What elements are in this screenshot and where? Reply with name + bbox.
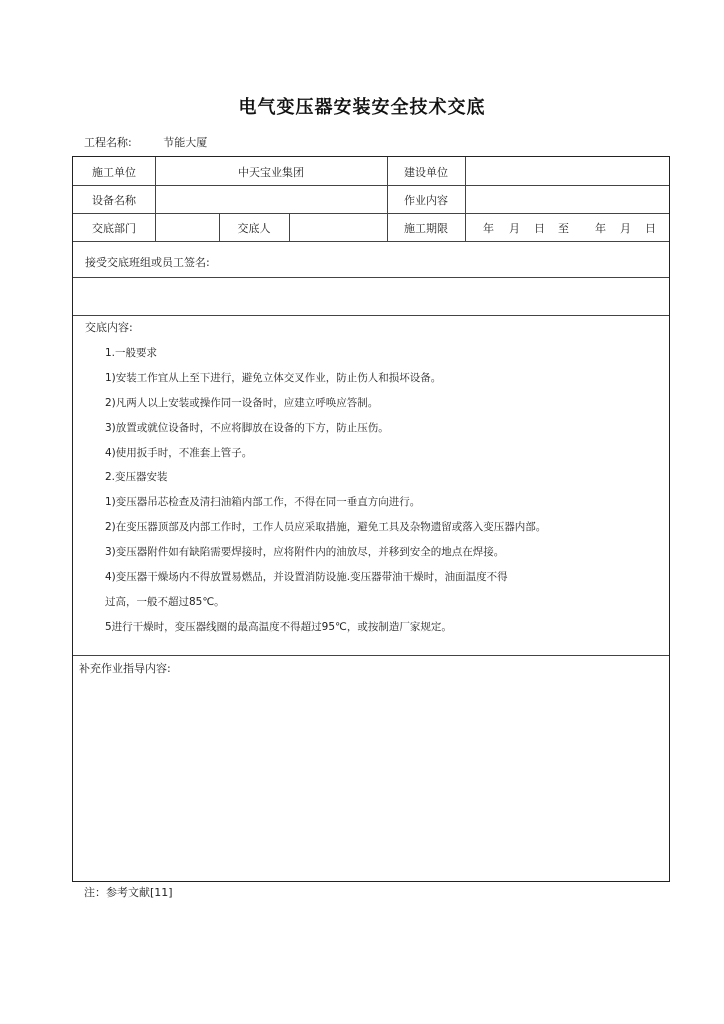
work-content-label: 作业内容 (404, 194, 448, 207)
project-name-label: 工程名称: (84, 136, 132, 149)
content-line: 1.一般要求 (105, 347, 158, 359)
content-line: 1)变压器吊芯检查及清扫油箱内部工作，不得在同一垂直方向进行。 (105, 496, 421, 508)
row-divider (73, 241, 669, 242)
disclosure-form (72, 156, 670, 882)
content-line: 1)安装工作宜从上至下进行，避免立体交叉作业，防止伤人和损坏设备。 (105, 372, 442, 384)
project-name-row (84, 134, 207, 150)
content-line: 3)变压器附件如有缺陷需要焊接时，应将附件内的油放尽，并移到安全的地点在焊接。 (105, 546, 505, 558)
col-divider (289, 213, 290, 241)
content-line: 2)凡两人以上安装或操作同一设备时，应建立呼唤应答制。 (105, 397, 379, 409)
period-end-year: 年 (595, 222, 606, 235)
row-divider (73, 277, 669, 278)
content-line: 4)变压器干燥场内不得放置易燃品，并设置消防设施.变压器带油干燥时，油面温度不得 (105, 571, 508, 583)
content-line: 过高，一般不超过85℃。 (105, 596, 225, 608)
content-line: 2.变压器安装 (105, 471, 168, 483)
period-start-year: 年 (483, 222, 494, 235)
period-end-day: 日 (645, 222, 656, 235)
period-to: 至 (558, 222, 569, 235)
content-line: 3)放置或就位设备时，不应将脚放在设备的下方，防止压伤。 (105, 422, 389, 434)
content-line: 2)在变压器顶部及内部工作时，工作人员应采取措施，避免工具及杂物遗留或落入变压器内部。 (105, 521, 547, 533)
contractor-label: 施工单位 (92, 166, 136, 179)
signature-label: 接受交底班组或员工签名: (85, 256, 210, 269)
period-start-day: 日 (534, 222, 545, 235)
period-end-month: 月 (620, 222, 631, 235)
row-divider (73, 213, 669, 214)
reference-note: 注：参考文献[11] (84, 886, 173, 899)
discloser-label: 交底人 (237, 222, 271, 235)
col-divider (465, 157, 466, 241)
period-label: 施工期限 (404, 222, 448, 235)
content-line: 5进行干燥时，变压器线圈的最高温度不得超过95℃，或按制造厂家规定。 (105, 621, 452, 633)
document-title: 电气变压器安装安全技术交底 (238, 97, 486, 118)
supplement-label: 补充作业指导内容: (79, 662, 171, 675)
row-divider (73, 315, 669, 316)
content-label: 交底内容: (85, 321, 133, 334)
content-line: 4)使用扳手时，不准套上管子。 (105, 447, 253, 459)
period-start-month: 月 (509, 222, 520, 235)
department-label: 交底部门 (92, 222, 136, 235)
project-name-value: 节能大厦 (163, 136, 208, 149)
client-label: 建设单位 (404, 166, 448, 179)
row-divider (73, 655, 669, 656)
contractor-value: 中天宝业集团 (238, 166, 304, 179)
row-divider (73, 185, 669, 186)
equipment-label: 设备名称 (92, 194, 136, 207)
